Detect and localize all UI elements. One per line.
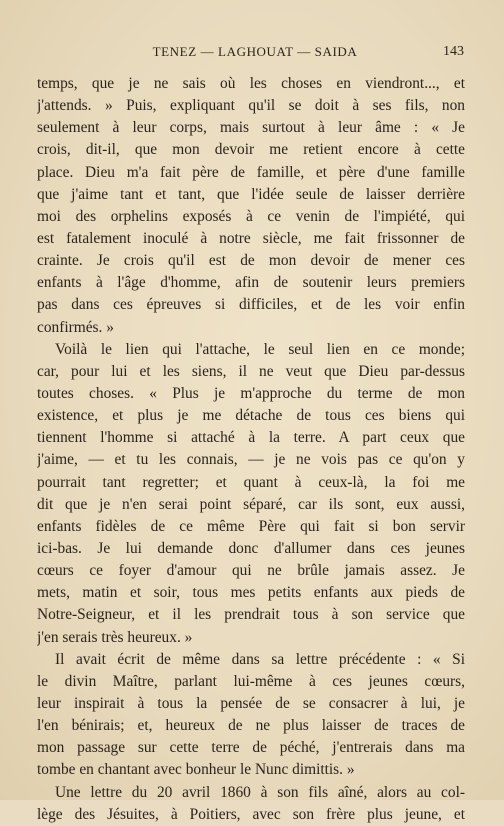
text-line: l'en bénirais; et, heureux de ne plus laisser de traces de — [37, 717, 465, 735]
text-line: enfants fidèles de ce même Père qui fait si bon servir — [37, 517, 465, 535]
running-head: TENEZ — LAGHOUAT — SAIDA — [152, 44, 358, 59]
body-text — [37, 73, 465, 826]
text-line: Il avait écrit de même dans sa lettre précédente : « Si — [55, 650, 465, 668]
text-line: Une lettre du 20 avril 1860 à son fils aîné, alors au col- — [55, 783, 465, 801]
text-line: j'aime, — et tu les connais, — je ne vois pas ce qu'on y — [37, 451, 465, 469]
text-line: tiennent l'homme si attaché à la terre. A part ceux que — [37, 429, 465, 447]
text-line: temps, que je ne sais où les choses en viendront..., et — [37, 75, 465, 92]
text-line: crainte. Je crois qu'il est de mon devoir de mener ces — [37, 252, 465, 270]
text-line: leur inspirait à tous la pensée de se consacrer à lui, je — [37, 694, 465, 712]
page-number: 143 — [443, 44, 464, 59]
text-line: est fatalement inoculé à notre siècle, me fait frissonner de — [37, 229, 465, 247]
text-line: tombe en chantant avec bonheur le Nunc dimittis. » — [37, 761, 355, 779]
text-line: Voilà le lien qui l'attache, le seul lien en ce monde; — [55, 340, 465, 358]
text-line: le divin Maître, parlant lui-même à ces jeunes cœurs, — [37, 672, 465, 690]
text-line: j'en serais très heureux. » — [37, 628, 193, 646]
text-line: crois, dit-il, que mon devoir me retient encore à cette — [37, 141, 465, 159]
text-line: place. Dieu m'a fait père de famille, et père d'une famille — [37, 163, 465, 181]
text-line: car, pour lui et les siens, il ne veut que Dieu par-dessus — [37, 362, 465, 380]
text-line: pas dans ces épreuves si difficiles, et de les voir enfin — [37, 296, 465, 314]
text-line: toutes choses. « Plus je m'approche du terme de mon — [37, 384, 465, 402]
text-line: existence, et plus je me détache de tous ces biens qui — [37, 407, 465, 425]
text-line: j'attends. » Puis, expliquant qu'il se doit à ses fils, non — [37, 97, 465, 115]
text-line: que j'aime tant et tant, que l'idée seule de laisser derrière — [37, 185, 465, 203]
text-line: moi des orphelins exposés à ce venin de l'impiété, qui — [37, 207, 465, 225]
text-line: mets, matin et soir, tous mes petits enfants aux pieds de — [37, 584, 465, 602]
text-line: pourrait tant regretter; et quant à ceux-là, la foi me — [37, 473, 465, 491]
text-line: ici-bas. Je lui demande donc d'allumer dans ces jeunes — [37, 539, 465, 557]
text-line: seulement à leur corps, mais surtout à leur âme : « Je — [37, 119, 465, 137]
page-header — [0, 44, 504, 64]
text-line: lège des Jésuites, à Poitiers, avec son frère plus jeune, et — [37, 805, 465, 823]
text-line: enfants à l'âge d'homme, afin de soutenir leurs premiers — [37, 274, 465, 292]
text-line: dit que je n'en serai point séparé, car ils sont, eux aussi, — [37, 495, 465, 513]
text-line: confirmés. » — [37, 318, 114, 336]
text-line: Notre-Seigneur, et il les prendrait tous à son service que — [37, 606, 465, 624]
text-line: cœurs ce foyer d'amour qui ne brûle jamais assez. Je — [37, 562, 465, 580]
text-line: mon passage sur cette terre de péché, j'entrerais dans ma — [37, 739, 465, 757]
